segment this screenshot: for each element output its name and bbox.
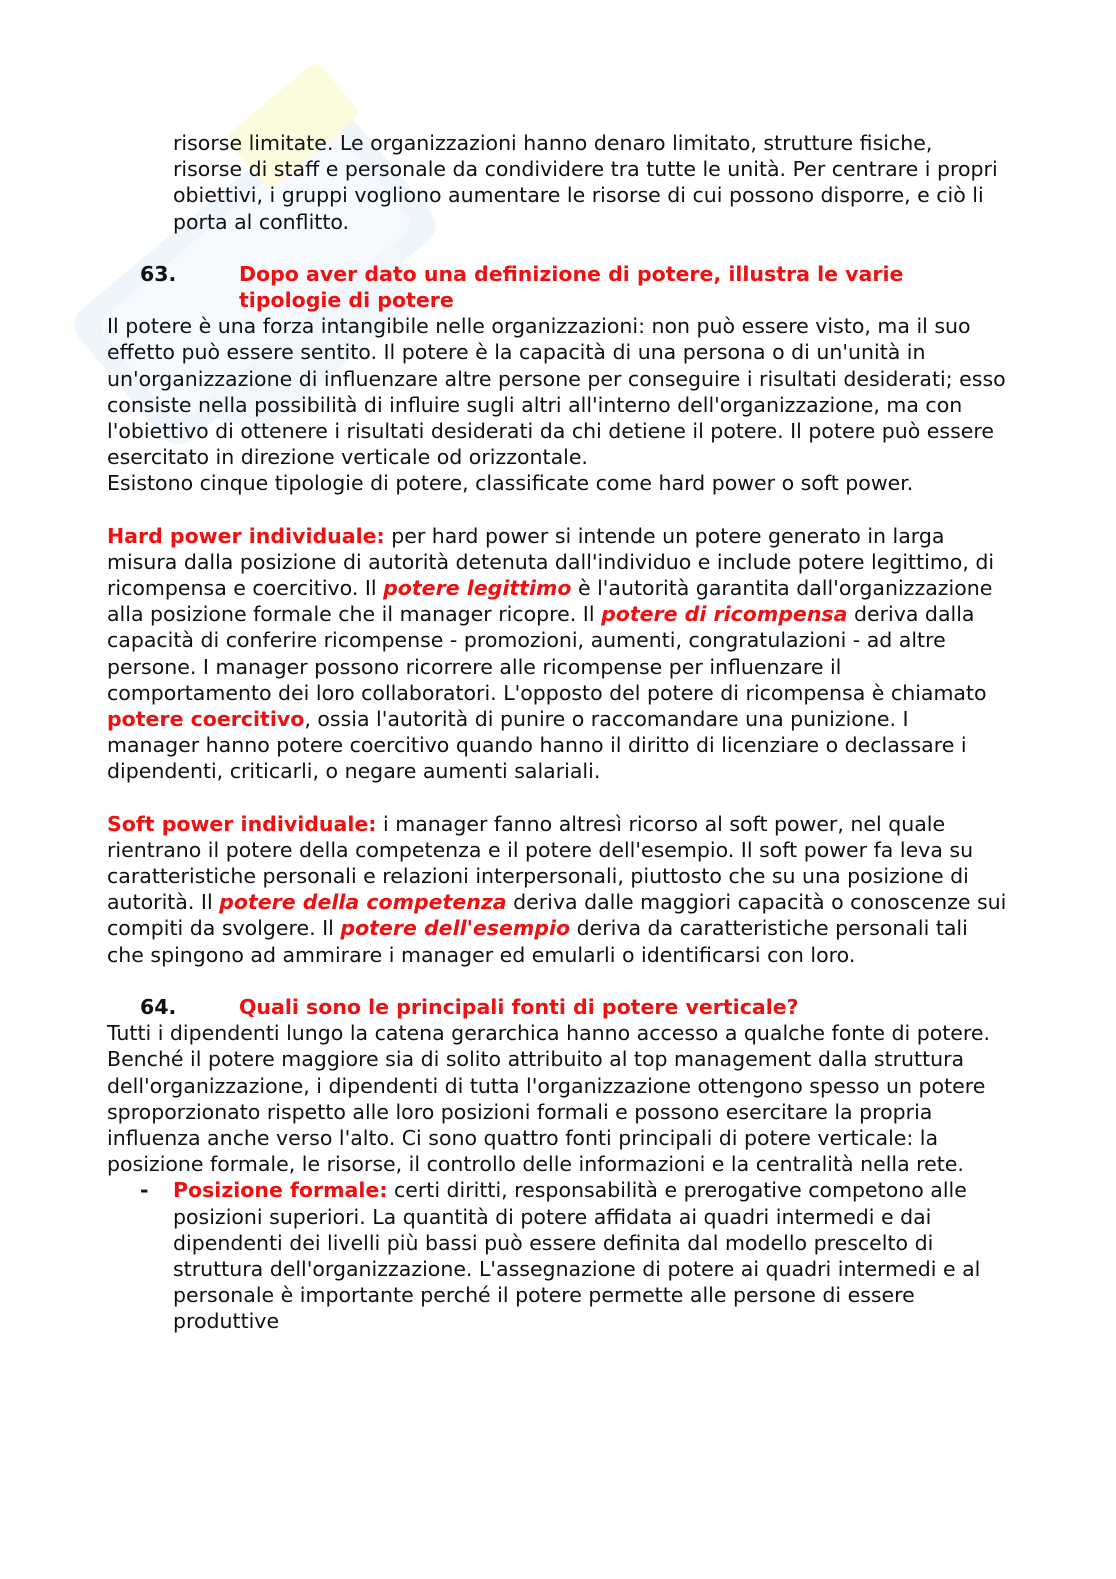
hard-power-label: Hard power individuale: bbox=[107, 523, 385, 548]
q63-paragraph-definition: Il potere è una forza intangibile nelle organizzazioni: non può essere visto, ma il suo effetto può essere sentito. Il potere è la capacità di una persona o di un'unità in un'organizzazione di influenzare altre persone per conseguire i risultati desiderati; esso consiste nella possibilità di influire sugli altri all'interno dell'organizzazione, ma con l'obiettivo di ottenere i risultati desiderati da chi detiene il potere. Il potere può essere esercitato in direzione verticale od orizzontale. bbox=[107, 314, 1006, 470]
question-title: Dopo aver dato una definizione di potere, illustra le varie tipologie di potere bbox=[239, 261, 904, 313]
hard-power-text: deriva dalla capacità di conferire ricompense - promozioni, aumenti, congratulazioni - ad altre persone. I manager possono ricorrere alle ricompense per influenzare il comportamento dei loro collaboratori. L'opposto del potere di ricompensa è chiamato bbox=[107, 602, 987, 705]
question-number: 63. bbox=[140, 261, 177, 286]
term-potere-della-competenza: potere della competenza bbox=[219, 890, 507, 915]
soft-power-paragraph bbox=[107, 811, 1007, 968]
document-page bbox=[107, 130, 1007, 1335]
soft-power-text: i manager fanno altresì ricorso al soft power, nel quale rientrano il potere della competenza e il potere dell'esempio. Il soft power fa leva su caratteristiche personali e relazioni interpersonali, piuttosto che su una posizione di autorità. Il bbox=[107, 811, 974, 915]
hard-power-paragraph bbox=[107, 523, 1007, 785]
list-item bbox=[107, 1177, 1007, 1334]
q63-paragraph-types: Esistono cinque tipologie di potere, classificate come hard power o soft power. bbox=[107, 471, 914, 496]
term-potere-coercitivo: potere coercitivo bbox=[107, 707, 305, 732]
soft-power-text: deriva dalle maggiori capacità o conoscenze sui compiti da svolgere. Il bbox=[107, 890, 1007, 941]
bullet-dash: - bbox=[140, 1178, 149, 1203]
term-potere-di-ricompensa: potere di ricompensa bbox=[601, 602, 848, 627]
term-potere-legittimo: potere legittimo bbox=[383, 576, 572, 601]
spacer bbox=[107, 497, 1007, 523]
q64-paragraph: Tutti i dipendenti lungo la catena gerarchica hanno accesso a qualche fonte di potere. Benché il potere maggiore sia di solito attribuito al top management dalla struttura dell'organizzazione, i dipendenti di tutta l'organizzazione ottengono spesso un potere sproporzionato rispetto alle loro posizioni formali e possono esercitare la propria influenza anche verso l'alto. Ci sono quattro fonti principali di potere verticale: la posizione formale, le risorse, il controllo delle informazioni e la centralità nella rete. bbox=[107, 1021, 991, 1177]
posizione-formale-label: Posizione formale: bbox=[173, 1178, 388, 1203]
bullet-text bbox=[173, 1177, 1007, 1334]
question-64-heading bbox=[107, 994, 1007, 1020]
hard-power-text: , ossia l'autorità di punire o raccomandare una punizione. I manager hanno potere coercitivo quando hanno il diritto di licenziare o declassare i dipendenti, criticarli, o negare aumenti salariali. bbox=[107, 707, 967, 784]
intro-continuation: risorse limitate. Le organizzazioni hanno denaro limitato, strutture fisiche, risorse di staff e personale da condividere tra tutte le unità. Per centrare i propri obiettivi, i gruppi vogliono aumentare le risorse di cui possono disporre, e ciò li porta al conflitto. bbox=[173, 131, 998, 234]
question-title: Quali sono le principali fonti di potere verticale? bbox=[239, 994, 799, 1019]
soft-power-text: deriva da caratteristiche personali tali che spingono ad ammirare i manager ed emularli o identificarsi con loro. bbox=[107, 916, 968, 967]
hard-power-text: per hard power si intende un potere generato in larga misura dalla posizione di autorità detenuta dall'individuo e include potere legittimo, di ricompensa e coercitivo. Il bbox=[107, 523, 995, 601]
spacer bbox=[107, 235, 1007, 261]
spacer bbox=[107, 968, 1007, 994]
term-potere-dell-esempio: potere dell'esempio bbox=[340, 916, 571, 941]
spacer bbox=[107, 785, 1007, 811]
question-63-heading bbox=[107, 261, 1007, 313]
soft-power-label: Soft power individuale: bbox=[107, 811, 377, 836]
hard-power-text: è l'autorità garantita dall'organizzazione alla posizione formale che il manager ricopre. Il bbox=[107, 576, 993, 627]
posizione-formale-text: certi diritti, responsabilità e prerogative competono alle posizioni superiori. La quantità di potere affidata ai quadri intermedi e dai dipendenti dei livelli più bassi può essere definita dal modello prescelto di struttura dell'organizzazione. L'assegnazione di potere ai quadri intermedi e al personale è importante perché il potere permette alle persone di essere produttive bbox=[173, 1178, 981, 1334]
question-number: 64. bbox=[140, 994, 177, 1019]
